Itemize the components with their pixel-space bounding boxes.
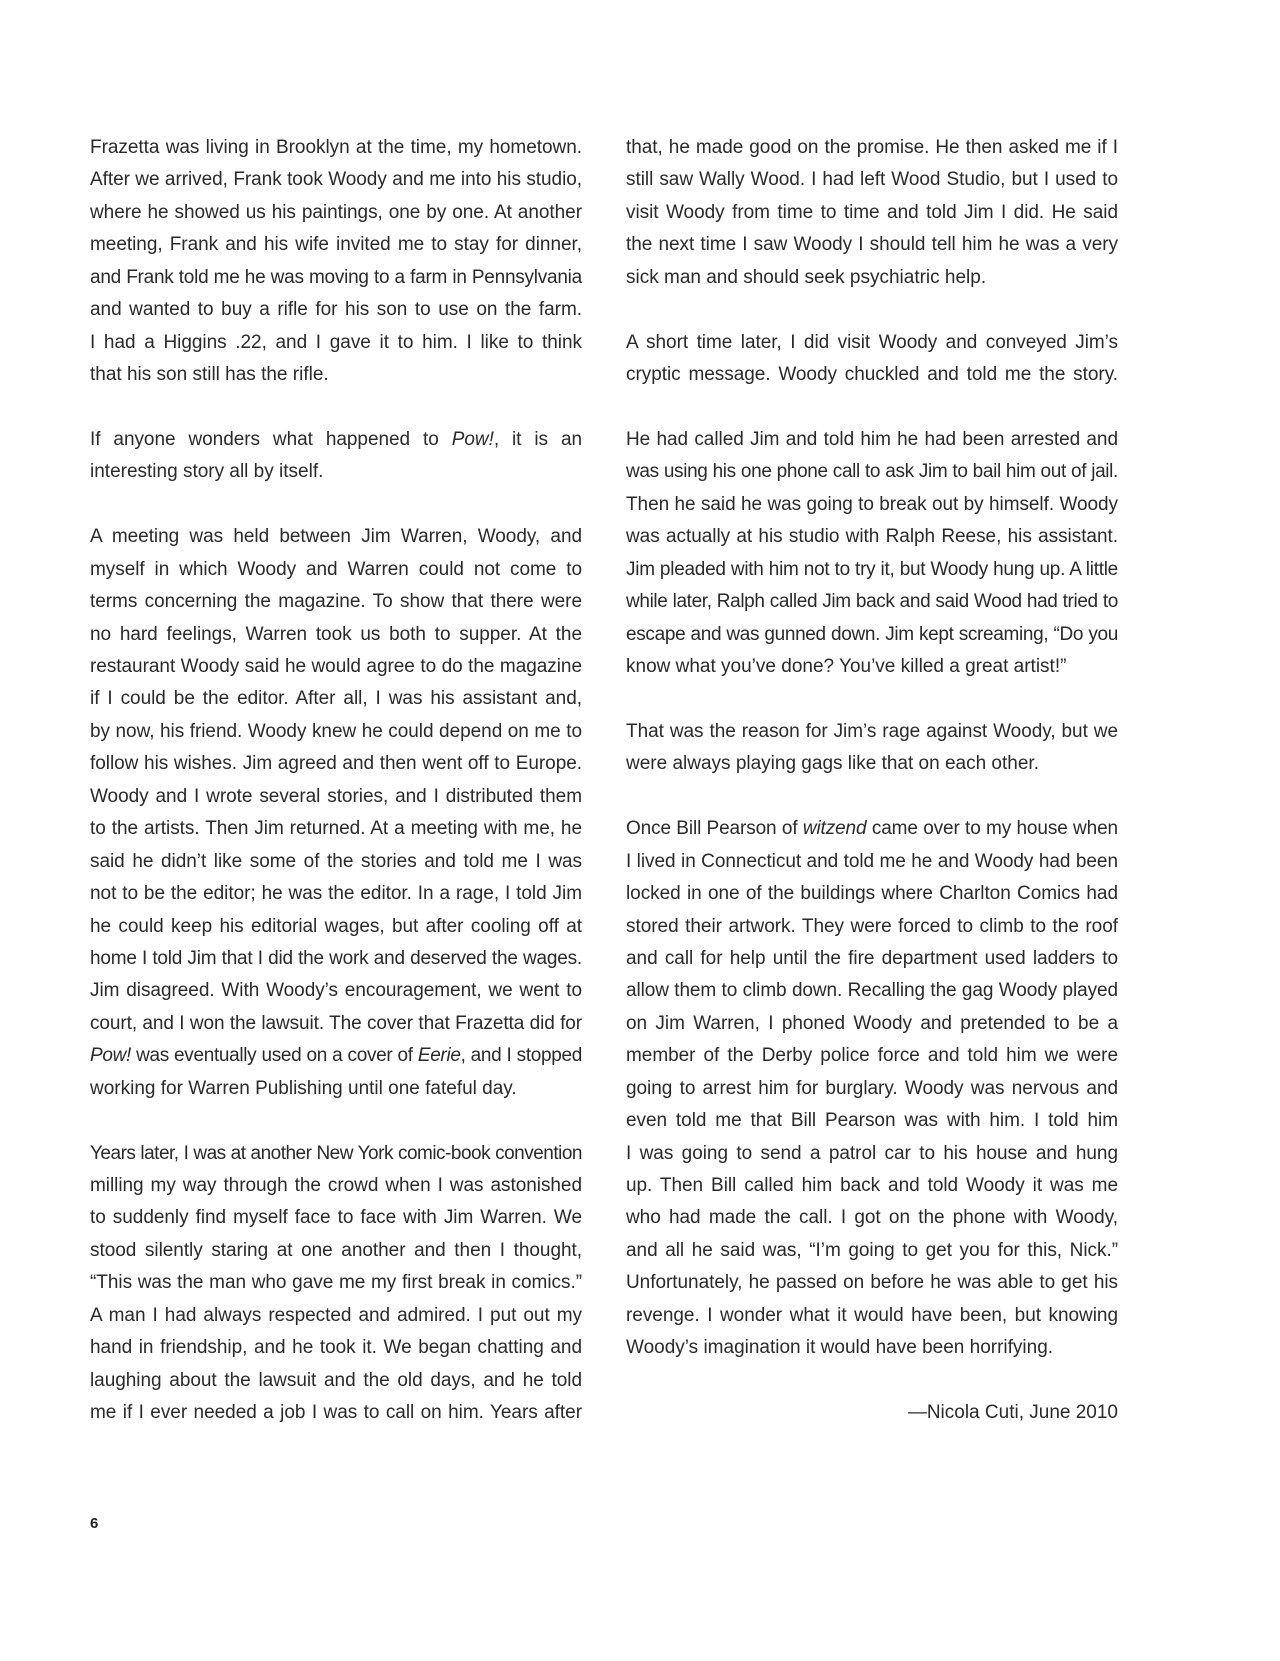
- text-line: stored their artwork. They were forced to climb to the roof: [626, 915, 1118, 937]
- text-line: even told me that Bill Pearson was with him. I told him: [626, 1110, 1118, 1132]
- text-line: to suddenly find myself face to face with Jim Warren. We: [90, 1207, 582, 1229]
- text-line: he could keep his editorial wages, but after cooling off at: [90, 915, 582, 937]
- text-segment: was eventually used on a cover of: [130, 1045, 418, 1067]
- text-line: while later, Ralph called Jim back and said Wood had tried to: [626, 591, 1118, 613]
- text-line: cryptic message. Woody chuckled and told me the story.: [626, 364, 1118, 386]
- text-line: laughing about the lawsuit and the old days, and he told: [90, 1369, 582, 1391]
- text-line: He had called Jim and told him he had been arrested and: [626, 428, 1118, 450]
- text-line: [626, 813, 1118, 845]
- text-segment: know what you’ve done? You’ve killed a great artist!”: [626, 656, 1067, 677]
- text-line: [90, 424, 582, 456]
- text-line: no hard feelings, Warren took us both to supper. At the: [90, 623, 582, 645]
- blank-line: [90, 1105, 582, 1137]
- text-line: [626, 651, 1118, 683]
- text-line: locked in one of the buildings where Charlton Comics had: [626, 883, 1118, 905]
- blank-line: [90, 489, 582, 521]
- text-segment: Once Bill Pearson of: [626, 818, 803, 840]
- text-line: [626, 748, 1118, 780]
- blank-line: [626, 683, 1118, 715]
- text-line: to the artists. Then Jim returned. At a meeting with me, he: [90, 818, 582, 840]
- text-line: restaurant Woody said he would agree to do the magazine: [90, 656, 582, 677]
- right-column: [626, 132, 1118, 1430]
- text-line: That was the reason for Jim’s rage against Woody, but we: [626, 720, 1118, 742]
- text-line: A meeting was held between Jim Warren, Woody, and: [90, 526, 582, 548]
- left-column: [90, 132, 582, 1430]
- text-line: was using his one phone call to ask Jim to bail him out of jail.: [626, 461, 1118, 483]
- italic-title: Pow!: [451, 428, 494, 450]
- text-segment: were always playing gags like that on each other.: [626, 753, 1039, 775]
- text-line: hand in friendship, and he took it. We began chatting and: [90, 1337, 582, 1359]
- text-line: allow them to climb down. Recalling the gag Woody played: [626, 980, 1118, 1002]
- text-segment: interesting story all by itself.: [90, 461, 324, 483]
- text-line: [626, 1332, 1118, 1364]
- blank-line: [626, 392, 1118, 424]
- text-line: “This was the man who gave me my first break in comics.”: [90, 1272, 582, 1294]
- text-line: said he didn’t like some of the stories and told me I was: [90, 850, 582, 872]
- text-line: [90, 1073, 582, 1105]
- text-line: that, he made good on the promise. He then asked me if I: [626, 137, 1118, 158]
- text-line: the next time I saw Woody I should tell him he was a very: [626, 234, 1118, 256]
- text-line: Then he said he was going to break out by himself. Woody: [626, 493, 1118, 515]
- text-line: [90, 1040, 582, 1072]
- text-line: and Frank told me he was moving to a farm in Pennsylvania: [90, 266, 582, 288]
- text-line: if I could be the editor. After all, I was his assistant and,: [90, 688, 582, 710]
- text-line: revenge. I wonder what it would have been, but knowing: [626, 1304, 1118, 1326]
- text-line: myself in which Woody and Warren could not come to: [90, 558, 582, 580]
- text-line: and all he said was, “I’m going to get you for this, Nick.”: [626, 1239, 1118, 1261]
- italic-title: witzend: [802, 818, 867, 840]
- text-line: stood silently staring at one another and then I thought,: [90, 1239, 582, 1261]
- page-number: 6: [90, 1515, 99, 1532]
- text-segment: , and I stopped: [460, 1045, 582, 1067]
- blank-line: [626, 294, 1118, 326]
- text-segment: working for Warren Publishing until one fateful day.: [90, 1077, 517, 1099]
- text-line: Frazetta was living in Brooklyn at the time, my hometown.: [90, 137, 582, 158]
- text-line: who had made the call. I got on the phone with Woody,: [626, 1207, 1118, 1229]
- text-segment: Woody’s imagination it would have been horrifying.: [626, 1337, 1054, 1359]
- text-line: was actually at his studio with Ralph Reese, his assistant.: [626, 526, 1118, 548]
- text-segment: that his son still has the rifle.: [90, 364, 329, 386]
- text-line: and call for help until the fire department used ladders to: [626, 947, 1118, 969]
- text-line: where he showed us his paintings, one by one. At another: [90, 201, 582, 223]
- blank-line: [626, 1365, 1118, 1397]
- text-line: follow his wishes. Jim agreed and then went off to Europe.: [90, 753, 582, 775]
- text-line: home I told Jim that I did the work and deserved the wages.: [90, 947, 582, 969]
- text-line: court, and I won the lawsuit. The cover that Frazetta did for: [90, 1012, 582, 1034]
- text-segment: , it is an: [493, 428, 583, 450]
- text-line: A short time later, I did visit Woody and conveyed Jim’s: [626, 331, 1118, 353]
- text-line: I was going to send a patrol car to his house and hung: [626, 1142, 1118, 1164]
- text-line: Woody and I wrote several stories, and I distributed them: [90, 785, 582, 807]
- text-line: Years later, I was at another New York comic-book convention: [90, 1142, 582, 1164]
- text-line: milling my way through the crowd when I was astonished: [90, 1175, 582, 1196]
- text-segment: came over to my house when: [866, 818, 1118, 840]
- signature-line: [626, 1397, 1118, 1429]
- text-line: I lived in Connecticut and told me he and Woody had been: [626, 850, 1118, 872]
- text-line: A man I had always respected and admired. I put out my: [90, 1304, 582, 1326]
- text-line: Jim disagreed. With Woody’s encouragement, we went to: [90, 980, 582, 1002]
- text-line: up. Then Bill called him back and told Woody it was me: [626, 1175, 1118, 1196]
- blank-line: [90, 392, 582, 424]
- text-line: going to arrest him for burglary. Woody was nervous and: [626, 1077, 1118, 1099]
- text-segment: sick man and should seek psychiatric help.: [626, 266, 987, 288]
- blank-line: [626, 781, 1118, 813]
- text-segment: If anyone wonders what happened to: [90, 428, 452, 450]
- text-line: me if I ever needed a job I was to call on him. Years after: [90, 1402, 582, 1424]
- text-line: still saw Wally Wood. I had left Wood Studio, but I used to: [626, 169, 1118, 191]
- text-line: member of the Derby police force and told him we were: [626, 1045, 1118, 1067]
- text-line: on Jim Warren, I phoned Woody and pretended to be a: [626, 1012, 1118, 1034]
- italic-title: Pow!: [90, 1045, 131, 1067]
- text-line: terms concerning the magazine. To show that there were: [90, 591, 582, 613]
- text-line: Jim pleaded with him not to try it, but Woody hung up. A little: [626, 558, 1118, 580]
- text-line: [90, 359, 582, 391]
- text-line: meeting, Frank and his wife invited me to stay for dinner,: [90, 234, 582, 256]
- text-line: After we arrived, Frank took Woody and me into his studio,: [90, 169, 582, 191]
- text-line: by now, his friend. Woody knew he could depend on me to: [90, 720, 582, 742]
- text-line: [90, 456, 582, 488]
- text-line: not to be the editor; he was the editor. In a rage, I told Jim: [90, 883, 582, 905]
- text-line: visit Woody from time to time and told Jim I did. He said: [626, 201, 1118, 223]
- text-line: I had a Higgins .22, and I gave it to him. I like to think: [90, 331, 582, 353]
- text-segment: —Nicola Cuti, June 2010: [907, 1402, 1118, 1424]
- text-line: Unfortunately, he passed on before he was able to get his: [626, 1272, 1118, 1294]
- text-line: escape and was gunned down. Jim kept screaming, “Do you: [626, 623, 1118, 645]
- text-line: and wanted to buy a rifle for his son to use on the farm.: [90, 299, 582, 321]
- text-line: [626, 262, 1118, 294]
- italic-title: Eerie: [417, 1045, 461, 1067]
